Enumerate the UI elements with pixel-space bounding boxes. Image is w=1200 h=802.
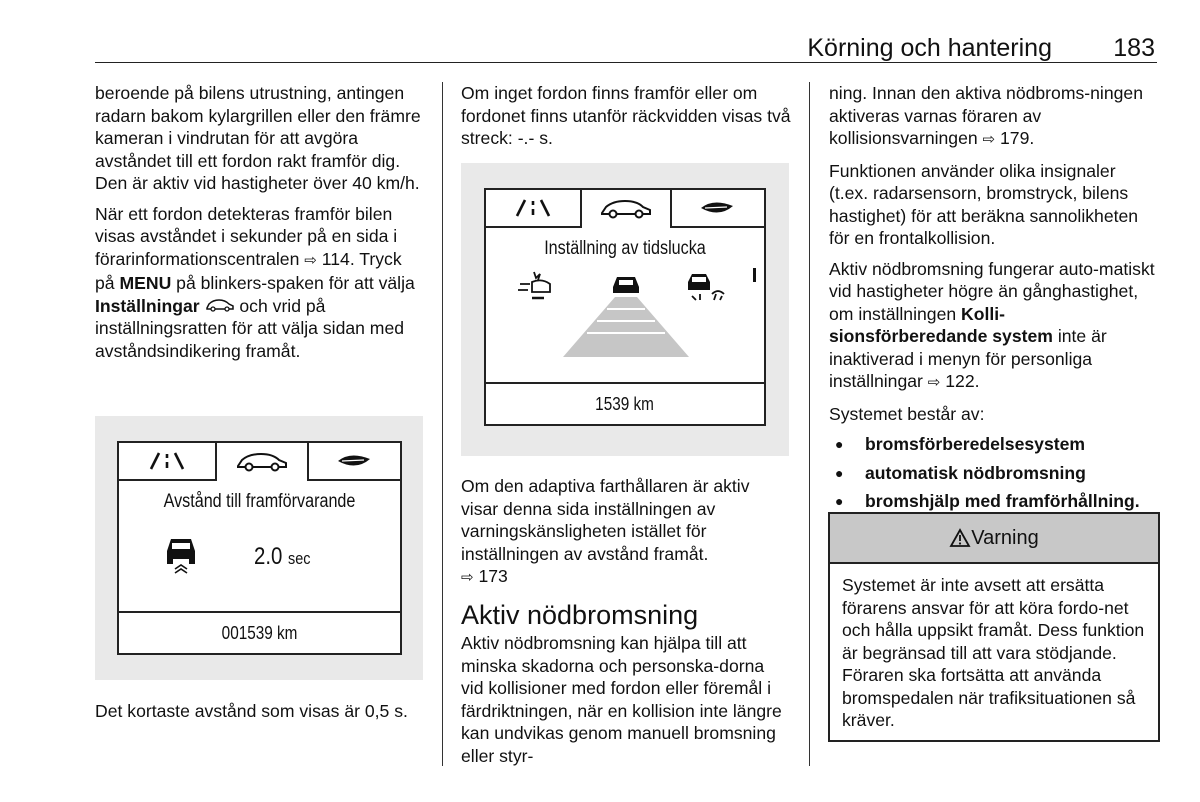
page-ref-arrow-icon: ⇨	[461, 569, 474, 586]
section-title: Körning och hantering	[807, 34, 1052, 62]
warning-title: Varning	[971, 526, 1039, 549]
collision-warning-icon	[516, 270, 556, 306]
paragraph: Aktiv nödbromsning fungerar auto-matiskt vid hastigheter högre än gånghastighet, om inställningen Kolli-sionsförberedande system inte är inaktiverad i menyn för personliga inställningar ⇨ 122.	[829, 258, 1159, 395]
text: inte är inaktiverad i menyn för personliga inställningar	[829, 326, 1107, 391]
car-tab-icon	[215, 441, 309, 481]
leaf-icon	[307, 443, 400, 479]
text: När ett fordon detekteras framför bilen visas avståndet i sekunder på en sida i förarinformationscentralen	[95, 203, 398, 269]
column-3	[829, 82, 1159, 519]
warning-header	[830, 514, 1158, 564]
text: Om den adaptiva farthållaren är aktiv visar denna sida inställningen av varningskänsligheten istället för inställningen av avstånd framåt.	[461, 476, 750, 564]
paragraph: Det kortaste avstånd som visas är 0,5 s.	[95, 701, 408, 721]
brake-assist-icon	[686, 270, 726, 306]
odometer: 001539 km	[119, 611, 400, 653]
system-components-list	[829, 433, 1159, 513]
page-ref: 173	[478, 566, 508, 586]
figure-distance-display	[95, 416, 423, 680]
page-ref-arrow-icon: ⇨	[304, 251, 317, 269]
page-ref: 179	[1000, 128, 1030, 148]
display-tab-row	[486, 190, 764, 228]
menu-button-label: MENU	[119, 273, 172, 293]
text: på blinkers-spaken för att välja	[176, 273, 415, 293]
column-divider	[442, 82, 443, 766]
paragraph	[461, 475, 791, 590]
list-item: ● automatisk nödbromsning	[829, 462, 1159, 485]
time-gap-display	[254, 543, 311, 571]
vehicle-ahead-icon	[161, 535, 201, 575]
warning-text: Systemet är inte avsett att ersätta förarens ansvar för att köra fordo-net och hålla uppsikt framåt. Dess funktion är begränsad till att vara stödjande. Föraren ska fortsätta att använda bromspedalen när trafiksituationen så kräver.	[842, 575, 1145, 730]
distance-zone-graphic	[561, 275, 691, 359]
display-screen	[117, 441, 402, 655]
paragraph: Systemet består av:	[829, 403, 985, 424]
column-divider	[809, 82, 810, 766]
page-ref-arrow-icon: ⇨	[927, 374, 941, 391]
text: och vrid på inställningsratten för att välja sidan med avståndsindikering framåt.	[95, 295, 405, 361]
column-2	[461, 82, 791, 158]
paragraph: beroende på bilens utrustning, antingen radarn bakom kylargrillen eller den främre kameran i vindrutan för att avgöra avståndet till ett fordon rakt framför dig. Den är aktiv vid hastigheter över 40 km/h.	[95, 83, 421, 193]
page-ref: 122	[945, 371, 975, 391]
paragraph	[95, 203, 425, 363]
text: . Tryck på	[95, 248, 402, 293]
list-item: ● bromshjälp med framförhållning.	[829, 490, 1159, 513]
time-gap-unit: sec	[288, 549, 311, 568]
car-icon	[205, 298, 235, 312]
display-tab-row	[119, 443, 400, 481]
column-1-bottom	[95, 700, 425, 731]
figure-time-gap-setting	[461, 163, 789, 456]
warning-triangle-icon	[949, 528, 971, 548]
warning-box	[828, 512, 1160, 742]
list-item: ● bromsförberedelsesystem	[829, 433, 1159, 456]
page-header	[95, 34, 1157, 63]
scrollbar-marker	[753, 268, 756, 282]
odometer: 1539 km	[486, 382, 764, 424]
leaf-icon	[670, 190, 764, 226]
paragraph: Funktionen använder olika insignaler (t.ex. radarsensorn, bromstryck, bilens hastighet) för att beräkna sannolikheten för en frontalkollision.	[829, 160, 1139, 248]
text: Aktiv nödbromsning fungerar auto-matiskt vid hastigheter högre än gånghastighet, om inställningen	[829, 258, 1155, 324]
settings-label: Inställningar	[95, 295, 200, 316]
text: ning. Innan den aktiva nödbroms-ningen aktiveras varnas föraren av kollisionsvarningen	[829, 83, 1143, 148]
page-ref: 114	[321, 248, 350, 269]
paragraph: Om inget fordon finns framför eller om fordonet finns utanför räckvidden visas två streck: -.- s.	[461, 83, 791, 148]
paragraph: ning. Innan den aktiva nödbroms-ningen aktiveras varnas föraren av kollisionsvarningen ⇨ 179.	[829, 82, 1159, 152]
column-1	[95, 82, 425, 370]
column-2-lower	[461, 475, 791, 775]
page-ref-arrow-icon: ⇨	[982, 131, 996, 148]
time-gap-value: 2.0	[253, 543, 283, 570]
road-icon	[119, 443, 214, 479]
paragraph: Aktiv nödbromsning kan hjälpa till att minska skadorna och personska-dorna vid kollisioner med fordon eller föremål i färdriktningen, när en kollision inte längre kan undvikas genom manuell bromsning eller styr-	[461, 633, 782, 766]
car-tab-icon	[580, 188, 672, 228]
display-title: Inställning av tidslucka	[544, 238, 706, 259]
display-title: Avstånd till framförvarande	[163, 491, 356, 512]
setting-name: Kolli-sionsförberedande system	[829, 303, 1053, 346]
display-screen	[484, 188, 766, 426]
page-number: 183	[1113, 34, 1155, 62]
section-heading: Aktiv nödbromsning	[461, 599, 699, 630]
road-icon	[486, 190, 579, 226]
